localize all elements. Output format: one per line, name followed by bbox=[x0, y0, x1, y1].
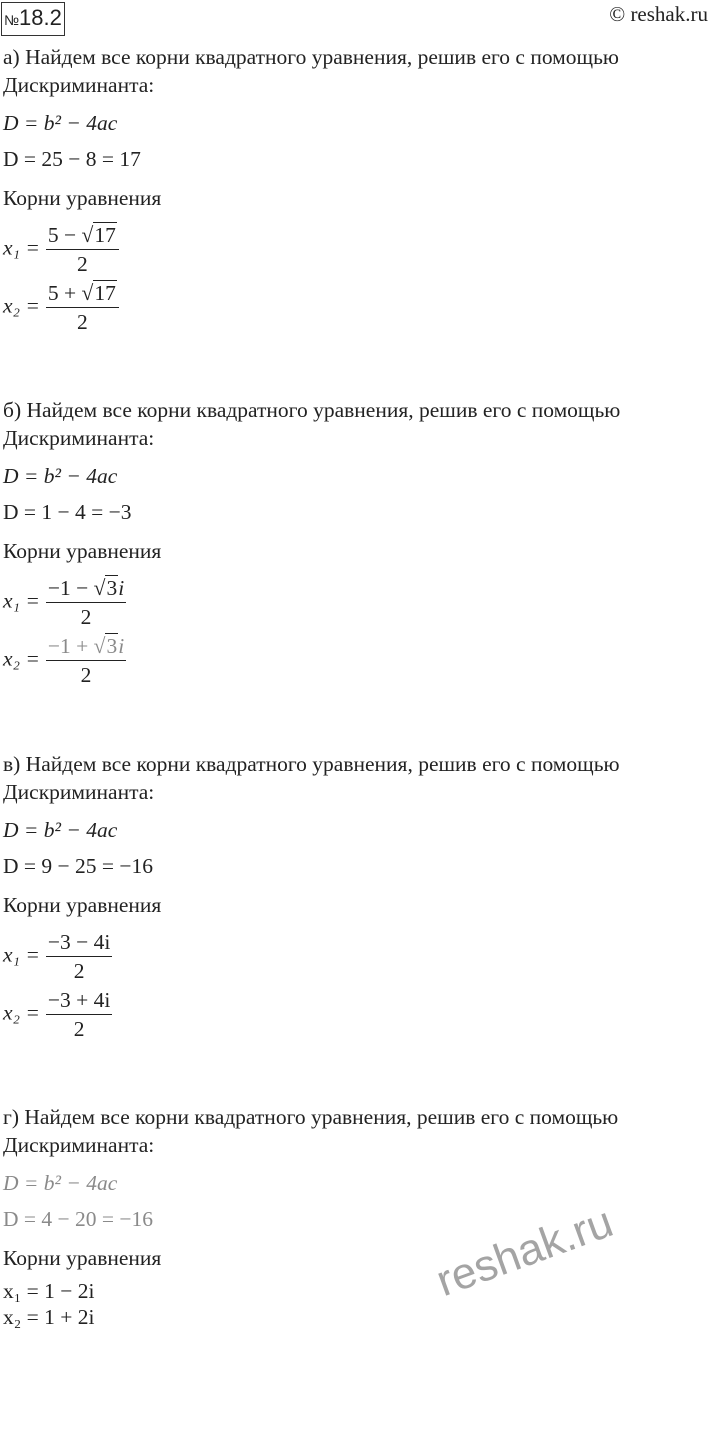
intro-tail: Дискриминанта: bbox=[3, 780, 155, 804]
root-x2: x₂ = $\frac{-1 + √3i}{2}$ bbox=[3, 634, 125, 687]
roots-label: Корни уравнения bbox=[3, 186, 162, 210]
intro-tail: Дискриминанта: bbox=[3, 73, 155, 97]
intro-text: а) Найдем все корни квадратного уравнения, решив его с помощью bbox=[3, 45, 619, 69]
root-x1: x₁ = $\frac{5 - √17}{2}$ bbox=[3, 223, 119, 276]
discriminant-formula: D = b² − 4ac bbox=[3, 111, 118, 135]
section-b bbox=[0, 398, 712, 738]
discriminant-formula: D = b² − 4ac bbox=[3, 464, 118, 488]
root-x1: x₁ = $\frac{-3 - 4i}{2}$ bbox=[3, 930, 111, 983]
discriminant-value: D = 25 − 8 = 17 bbox=[3, 147, 141, 171]
roots-label: Корни уравнения bbox=[3, 1246, 162, 1270]
roots-label: Корни уравнения bbox=[3, 539, 162, 563]
root-x2: x₂ = 1 + 2i bbox=[3, 1305, 95, 1329]
problem-number: №18.2 bbox=[1, 2, 65, 36]
section-g bbox=[0, 1105, 712, 1445]
discriminant-value: D = 4 − 20 = −16 bbox=[3, 1207, 154, 1231]
roots-label: Корни уравнения bbox=[3, 893, 162, 917]
root-x2: x₂ = $\frac{-3 + 4i}{2}$ bbox=[3, 988, 111, 1041]
discriminant-formula: D = b² − 4ac bbox=[3, 818, 118, 842]
section-a bbox=[0, 45, 712, 385]
root-x1: x₁ = 1 − 2i bbox=[3, 1279, 95, 1303]
discriminant-value: D = 9 − 25 = −16 bbox=[3, 854, 154, 878]
discriminant-value: D = 1 − 4 = −3 bbox=[3, 500, 132, 524]
root-x2: x₂ = $\frac{5 + √17}{2}$ bbox=[3, 281, 119, 334]
intro-text: в) Найдем все корни квадратного уравнения, решив его с помощью bbox=[3, 752, 620, 776]
section-v bbox=[0, 752, 712, 1092]
intro-text: г) Найдем все корни квадратного уравнения, решив его с помощью bbox=[3, 1105, 619, 1129]
intro-tail: Дискриминанта: bbox=[3, 1133, 155, 1157]
intro-tail: Дискриминанта: bbox=[3, 426, 155, 450]
copyright: © reshak.ru bbox=[609, 2, 708, 26]
watermark: reshak.ru bbox=[430, 1197, 620, 1307]
discriminant-formula: D = b² − 4ac bbox=[3, 1171, 118, 1195]
root-x1: x₁ = $\frac{-1 - √3i}{2}$ bbox=[3, 576, 125, 629]
intro-text: б) Найдем все корни квадратного уравнения, решив его с помощью bbox=[3, 398, 621, 422]
